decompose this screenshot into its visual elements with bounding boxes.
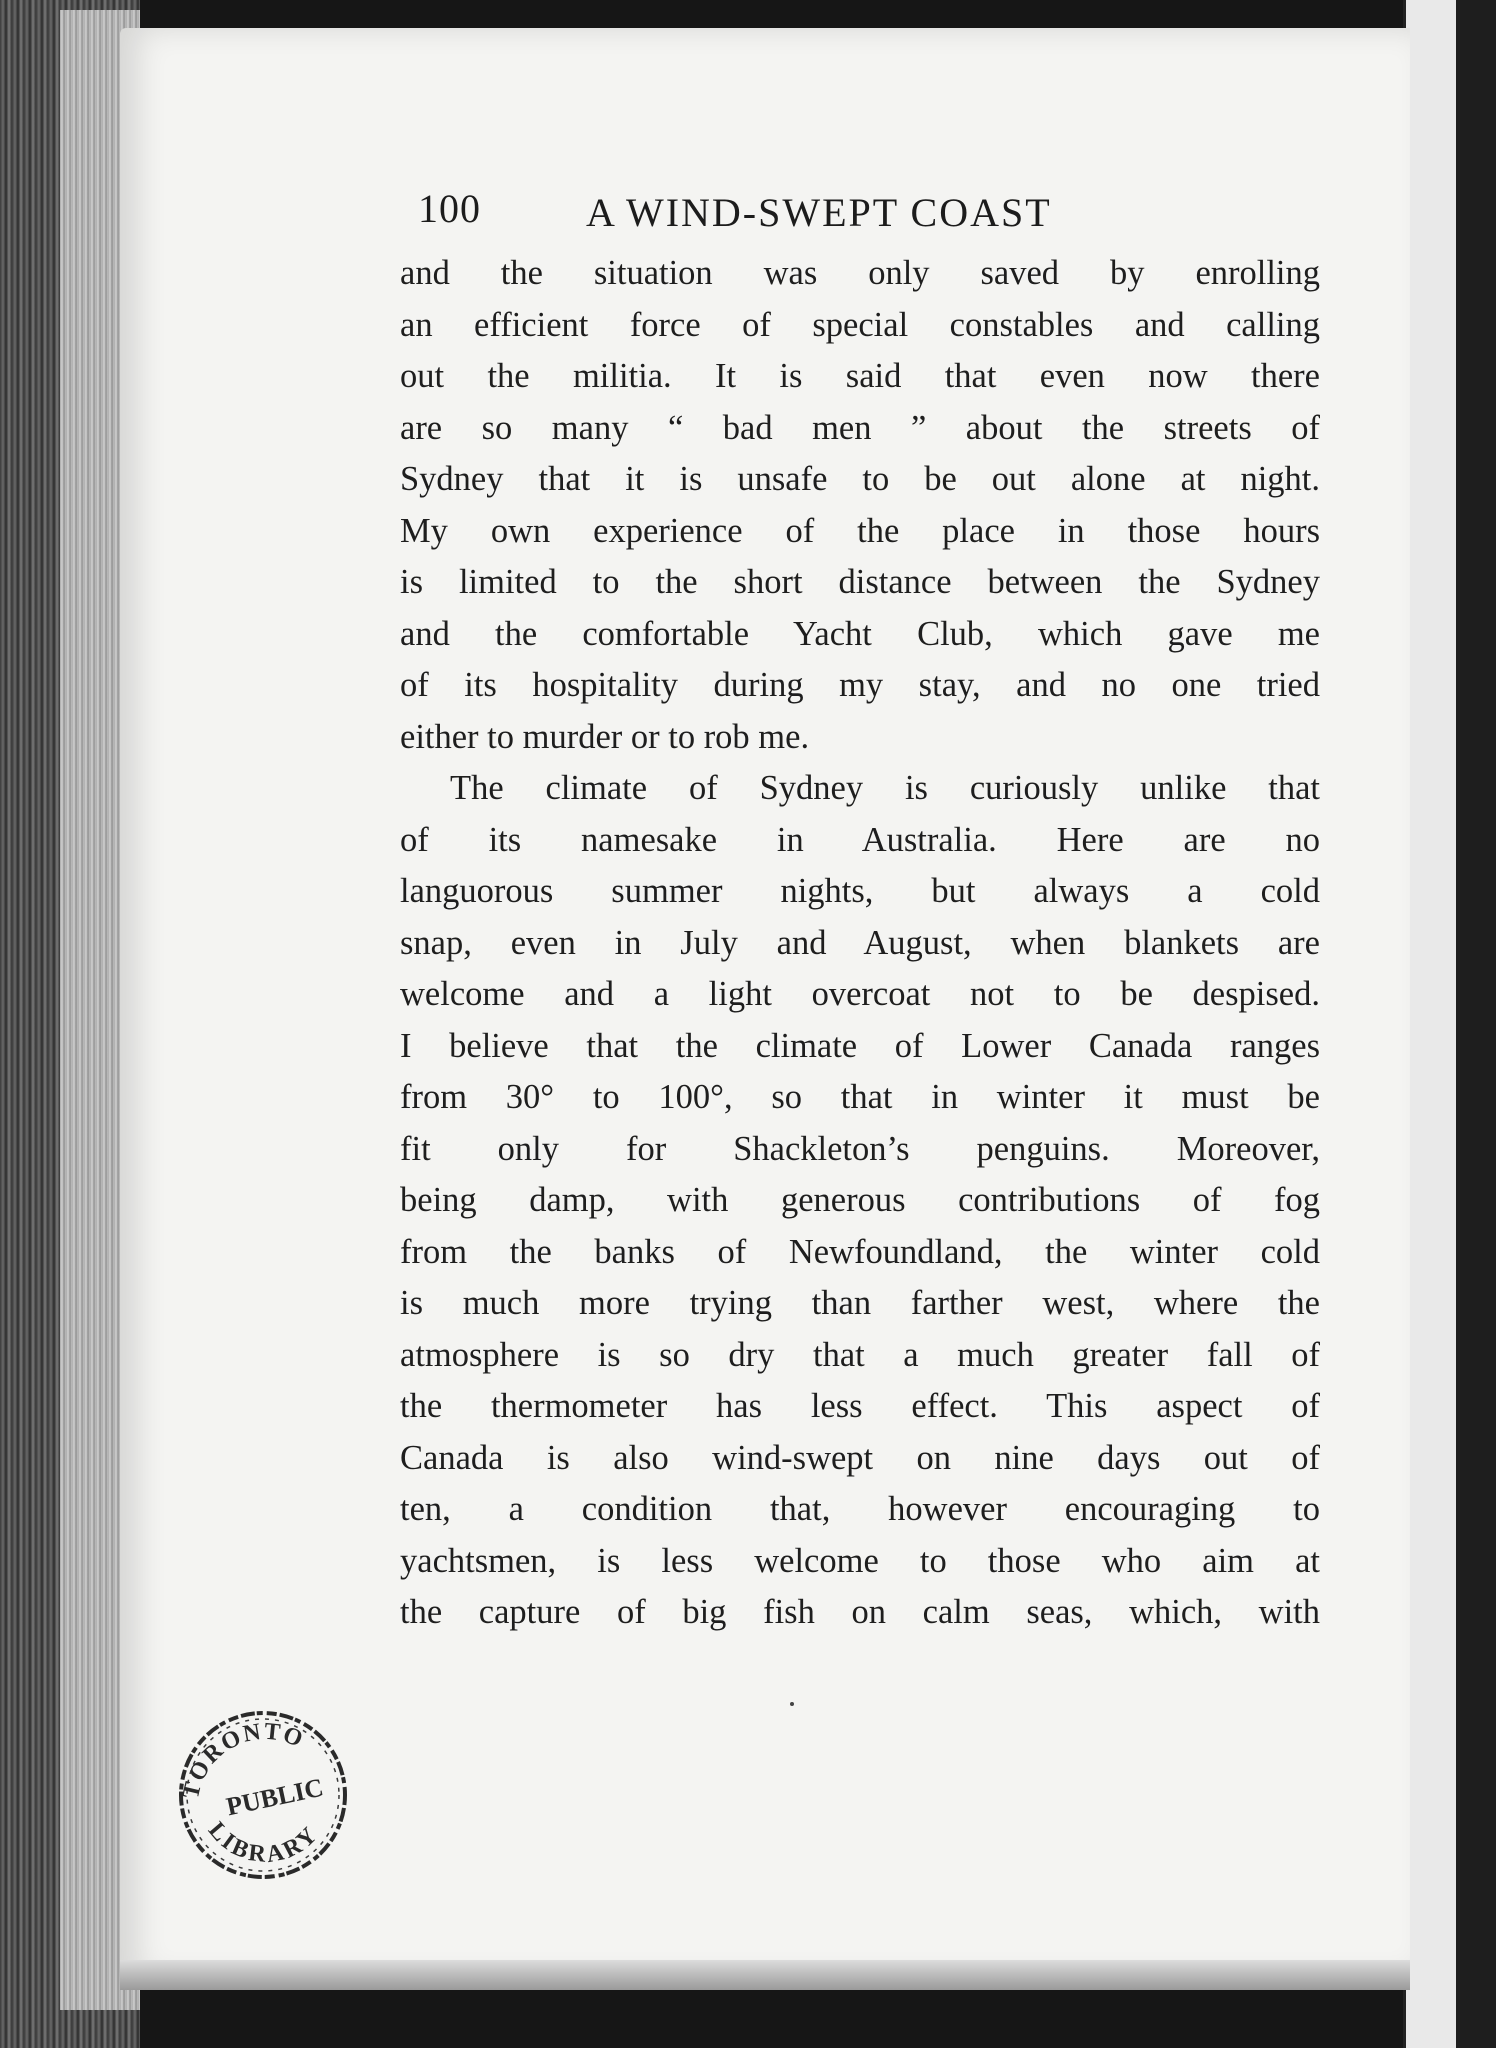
text-line: ten, a condition that, however encouraging to bbox=[400, 1490, 1320, 1528]
page-number: 100 bbox=[418, 186, 481, 231]
svg-text:TORONTO: TORONTO bbox=[177, 1718, 308, 1802]
running-title: A WIND-SWEPT COAST bbox=[586, 190, 1052, 235]
text-line: are so many “ bad men ” about the streets of bbox=[400, 408, 1320, 447]
svg-text:LIBRARY: LIBRARY bbox=[202, 1817, 325, 1869]
ink-speck bbox=[790, 1702, 794, 1706]
text-line: of its namesake in Australia. Here are no bbox=[400, 820, 1320, 859]
text-line: is limited to the short distance between the Sydney bbox=[400, 563, 1320, 601]
text-line: fit only for Shackleton’s penguins. Moreover, bbox=[400, 1129, 1320, 1168]
text-line: Sydney that it is unsafe to be out alone at night. bbox=[400, 460, 1320, 498]
text-line: from 30° to 100°, so that in winter it must be bbox=[400, 1078, 1320, 1116]
book-page-stack bbox=[0, 0, 140, 2048]
text-line: being damp, with generous contributions of fog bbox=[400, 1181, 1320, 1219]
text-line: languorous summer nights, but always a cold bbox=[400, 872, 1320, 910]
text-line: I believe that the climate of Lower Canada ranges bbox=[400, 1026, 1320, 1065]
text-line: the capture of big fish on calm seas, which, with bbox=[400, 1593, 1320, 1631]
text-line: welcome and a light overcoat not to be despised. bbox=[400, 975, 1320, 1013]
text-line: of its hospitality during my stay, and no one tried bbox=[400, 666, 1320, 704]
right-margin-shadow bbox=[1456, 0, 1496, 2048]
text-line: an efficient force of special constables and calling bbox=[400, 305, 1320, 344]
text-line: snap, even in July and August, when blankets are bbox=[400, 923, 1320, 962]
text-line: the thermometer has less effect. This aspect of bbox=[400, 1387, 1320, 1425]
text-line: atmosphere is so dry that a much greater fall of bbox=[400, 1335, 1320, 1374]
svg-text:PUBLIC: PUBLIC bbox=[223, 1772, 326, 1822]
text-line: and the comfortable Yacht Club, which gave me bbox=[400, 614, 1320, 653]
text-line: is much more trying than farther west, where the bbox=[400, 1284, 1320, 1322]
text-line: The climate of Sydney is curiously unlike that bbox=[450, 769, 1320, 807]
text-line: yachtsmen, is less welcome to those who aim at bbox=[400, 1541, 1320, 1580]
body-text bbox=[400, 248, 1320, 1639]
text-line: My own experience of the place in those hours bbox=[400, 511, 1320, 550]
library-stamp-icon bbox=[168, 1700, 358, 1890]
text-line: out the militia. It is said that even now there bbox=[400, 357, 1320, 395]
text-line: either to murder or to rob me. bbox=[400, 717, 810, 756]
running-header bbox=[418, 185, 1318, 245]
text-line: and the situation was only saved by enrolling bbox=[400, 254, 1320, 292]
page-bottom-edge bbox=[120, 1960, 1410, 1990]
text-line: Canada is also wind-swept on nine days out of bbox=[400, 1438, 1320, 1477]
text-line: from the banks of Newfoundland, the winter cold bbox=[400, 1232, 1320, 1271]
